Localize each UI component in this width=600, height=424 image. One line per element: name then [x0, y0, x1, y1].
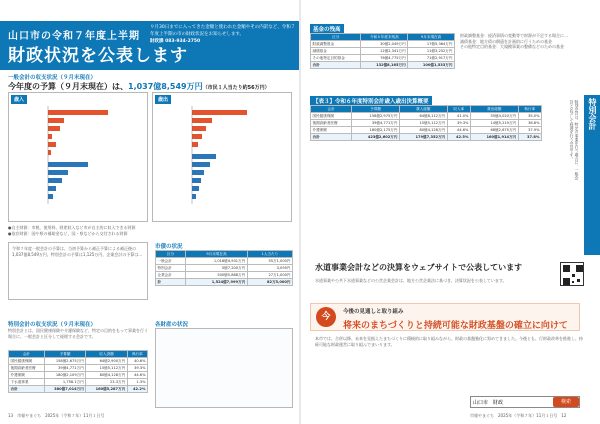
cell: 27万1,000円 — [247, 272, 292, 279]
cell: 64億8,112万円 — [399, 113, 447, 120]
fund-note: その他特定目的基金：大規模事業の整備などのための基金 — [460, 44, 564, 50]
cell: 下水道事業 — [9, 379, 45, 386]
cell: 82万5,000円 — [247, 279, 292, 286]
table-row — [311, 113, 542, 120]
cell: 3,095円 — [247, 265, 292, 272]
cell: 合計 — [9, 386, 45, 393]
cell: 37.9% — [518, 127, 541, 134]
cell: 14億5,219万円 — [470, 120, 518, 127]
section-title-3: 各財産の状況 — [155, 322, 189, 328]
future-paragraph: 本市では、合併以降、未来を見据えたまちづくりに積極的に取り組みながら、財政の基盤強化に努めてきました。今後とも、行財政改革を推進し、持続可能な財政運営に取り組んでまいります。 — [315, 336, 583, 347]
cell: 71億2,917万円 — [408, 55, 455, 62]
expense-bars — [192, 110, 247, 199]
water-text: 水道事業や公共下水道事業などの公営企業会計は、地方公営企業法に基づき、決算状況を公表しています。 — [315, 278, 507, 283]
cell: 財政調整基金 — [311, 41, 361, 48]
cell: 44.6% — [127, 372, 147, 379]
debt-th-3: 1人当たり — [247, 251, 292, 258]
cell: 160億1,914万円 — [470, 134, 518, 141]
cell: 合計 — [311, 62, 361, 69]
special-th: 執行率 — [127, 351, 147, 358]
cell: 15億5,112万円 — [86, 365, 127, 372]
debt-header-row — [156, 251, 293, 258]
cell: 100億1,533万円 — [408, 62, 455, 69]
income-notes — [8, 225, 293, 236]
note-2: ●依存財源：国や県の補助金など、国・県などから交付される財源 — [8, 230, 128, 236]
table-row — [9, 372, 148, 379]
cell: 1,524億7,999万円 — [186, 279, 248, 286]
cell: 64億2,900万円 — [86, 358, 127, 365]
cell: 180億2,175万円 — [352, 127, 400, 134]
search-button[interactable]: 検索 — [553, 397, 579, 407]
banner-note — [150, 24, 297, 45]
cell: その他特定目的基金 — [311, 55, 361, 62]
cell: 42.5% — [447, 134, 470, 141]
cell: 30億2,049万円 — [361, 41, 408, 48]
cell: 企業会計 — [156, 272, 186, 279]
fund-th: 令和６年度末残高 — [361, 34, 408, 41]
banner-note-text: ９月30日までに入ってきた金額と使われた金額やその内訳など、令和７年度上半期の市の財政状況をお知らせします。 — [150, 25, 296, 37]
income-chart-box — [8, 92, 148, 222]
cell: 11億3,252万円 — [408, 48, 455, 55]
table-row — [156, 265, 293, 272]
future-heading: 今後の見通しと取り組み — [343, 309, 404, 315]
spec-th: 歳出総額 — [470, 106, 518, 113]
cell: 17億5,364万円 — [408, 41, 455, 48]
banner-subtitle: 山口市の令和７年度上半期 — [8, 31, 140, 42]
cell: 37.8% — [518, 134, 541, 141]
cell: 179億7,352万円 — [399, 134, 447, 141]
water-section — [315, 262, 585, 276]
cell: 380億7,014万円 — [44, 386, 85, 393]
property-table-box — [155, 328, 293, 408]
special-account-vertical-title: 特別会計 — [588, 98, 597, 130]
cell: 55億4,020万円 — [470, 113, 518, 120]
fund-th: 9月末現在高 — [408, 34, 455, 41]
cell: 500億5,868万円 — [186, 272, 248, 279]
spec-th: 収入率 — [447, 106, 470, 113]
water-title: 水道事業会計などの決算をウェブサイトで公表しています — [315, 263, 523, 272]
banner-title: 財政状況を公表します — [8, 46, 188, 66]
expense-bar-chart — [154, 96, 292, 222]
budget-paragraph: 令和７年度一般会計の予算は、当初予算から補正予算による補正後の1,037億8,549万円、特別会計の予算は1,125万円、企業会計の予算は… — [12, 246, 143, 257]
banner-contact: 財政課 083-934-2750 — [150, 39, 201, 44]
cell: 160億5,287万円 — [86, 386, 127, 393]
page-gutter — [299, 0, 301, 424]
cell: 80億4,128万円 — [86, 372, 127, 379]
spec-header-row — [311, 106, 542, 113]
expense-chart-label: 歳出 — [155, 95, 171, 104]
search-input[interactable] — [473, 398, 548, 407]
table-row — [311, 127, 542, 134]
cell: 1,758.1万円 — [44, 379, 85, 386]
table-row — [311, 48, 455, 55]
cell: 後期高齢者医療 — [311, 120, 352, 127]
cell: 35.0% — [518, 113, 541, 120]
spec-th: 歳入総額 — [399, 106, 447, 113]
table-row — [9, 358, 148, 365]
budget-amount: 1,037億8,549万円 — [128, 82, 203, 91]
debt-table — [155, 250, 293, 286]
cell: 40.6% — [127, 358, 147, 365]
cell: 36.8% — [518, 120, 541, 127]
cell: 180億2,109万円 — [44, 372, 85, 379]
table-row — [156, 258, 293, 265]
cell: 76億4,775万円 — [361, 55, 408, 62]
cell: 1.3% — [127, 379, 147, 386]
cell: 39億4,771万円 — [44, 365, 85, 372]
cell: 計 — [156, 279, 186, 286]
fund-table — [310, 33, 455, 69]
debt-th-2: 9月末現在高 — [186, 251, 248, 258]
right-folio: 市報やまぐち 2025年（令和７年）11月１日号 12 — [470, 413, 567, 418]
cell: 39億4,771万円 — [352, 120, 400, 127]
section-title-1: 一般会計の収支状況（９月末現在） — [8, 75, 97, 81]
cell: 5億7,200万円 — [186, 265, 248, 272]
budget-summary — [8, 81, 270, 92]
cell: 158億2,675万円 — [44, 358, 85, 365]
table-row — [9, 365, 148, 372]
debt-th-1: 区分 — [156, 251, 186, 258]
expense-chart-box — [152, 92, 292, 222]
table-row-total — [311, 62, 455, 69]
cell: 12億2,341万円 — [361, 48, 408, 55]
fund-th: 区分 — [311, 34, 361, 41]
cell: 後期高齢者医療 — [9, 365, 45, 372]
fund-header-row — [311, 34, 455, 41]
future-section-banner — [310, 303, 580, 331]
cell: 423億2,602万円 — [352, 134, 400, 141]
spec-th: 執行率 — [518, 106, 541, 113]
special-th: 会計 — [9, 351, 45, 358]
special-th: 収入済額 — [86, 351, 127, 358]
qr-code-icon — [560, 262, 584, 286]
section-title-debt: 市債の状況 — [155, 244, 183, 250]
special-account-vertical-body: 特別会計は、特定の事業を行う場合に、一般会計と区分して経理を行う会計です。 — [570, 100, 580, 180]
cell: 介護保険 — [9, 372, 45, 379]
cell: 55万1,000円 — [247, 258, 292, 265]
special-th: 予算額 — [44, 351, 85, 358]
section-title-2: 特別会計の収支状況（９月末現在） — [8, 322, 97, 328]
cell: 42.2% — [127, 386, 147, 393]
special-header-row — [9, 351, 148, 358]
income-bar-chart — [10, 96, 148, 222]
cell: 合計 — [311, 134, 352, 141]
cell: 15億5,112万円 — [399, 120, 447, 127]
table-row-total — [311, 134, 542, 141]
special-summary-table — [310, 105, 542, 141]
spec-th: 予算額 — [352, 106, 400, 113]
income-chart-label: 歳入 — [11, 95, 27, 104]
table-row — [311, 41, 455, 48]
fund-note: 減債基金：地方債の償還を計画的に行うための基金 — [460, 38, 552, 44]
cell: 68億2,675万円 — [470, 127, 518, 134]
income-bars — [48, 110, 108, 199]
table-row — [156, 272, 293, 279]
future-badge-icon: 今 — [316, 307, 336, 327]
cell: 国民健康保険 — [311, 113, 352, 120]
fund-note: 財政調整基金：経済事情の変動等で財源が不足する場合に… — [460, 33, 568, 38]
spec-th: 会計 — [311, 106, 352, 113]
cell: 80億4,128万円 — [399, 127, 447, 134]
table-row — [311, 55, 455, 62]
section-title-fund: 基金の残高 — [310, 24, 344, 34]
cell: 23.3万円 — [86, 379, 127, 386]
cell: 39.3% — [447, 120, 470, 127]
cell: 1,018億4,931万円 — [186, 258, 248, 265]
cell: 132億8,165万円 — [361, 62, 408, 69]
cell: 41.0% — [447, 113, 470, 120]
cell: 介護保険 — [311, 127, 352, 134]
cell: 特別会計 — [156, 265, 186, 272]
special-account-text: 特別会計とは、国民健康保険や介護保険など、特定の目的をもって事業を行う場合に、一般会計と区分して経理する会計です。 — [8, 328, 148, 339]
left-folio: 13 市報やまぐち 2025年（令和７年）11月１日号 — [8, 413, 105, 418]
cell: 44.6% — [447, 127, 470, 134]
table-row-total — [156, 279, 293, 286]
special-account-table — [8, 350, 148, 393]
table-row — [311, 120, 542, 127]
cell: 国民健康保険 — [9, 358, 45, 365]
cell: 39.3% — [127, 365, 147, 372]
cell: 一般会計 — [156, 258, 186, 265]
cell: 減債基金 — [311, 48, 361, 55]
note-1: ●自主財源：市税、使用料、財産収入など市が自主的に収入できる財源 — [8, 225, 136, 230]
budget-paragraph-box — [8, 242, 148, 300]
future-title: 将来のまちづくりと持続可能な財政基盤の確立に向けて — [343, 321, 568, 331]
search-bar — [470, 396, 580, 408]
table-row-total — [9, 386, 148, 393]
section-title-special-summary: 【表３】令和６年度特別会計歳入歳出決算概要 — [310, 96, 432, 106]
qr-code-graphic — [561, 263, 585, 287]
budget-lead: 今年度の予算（９月末現在）は、 — [8, 82, 128, 91]
cell: 158億2,975万円 — [352, 113, 400, 120]
budget-sub: （市民１人当たり約56万円） — [202, 85, 270, 91]
table-row — [9, 379, 148, 386]
fund-notes — [460, 33, 582, 50]
